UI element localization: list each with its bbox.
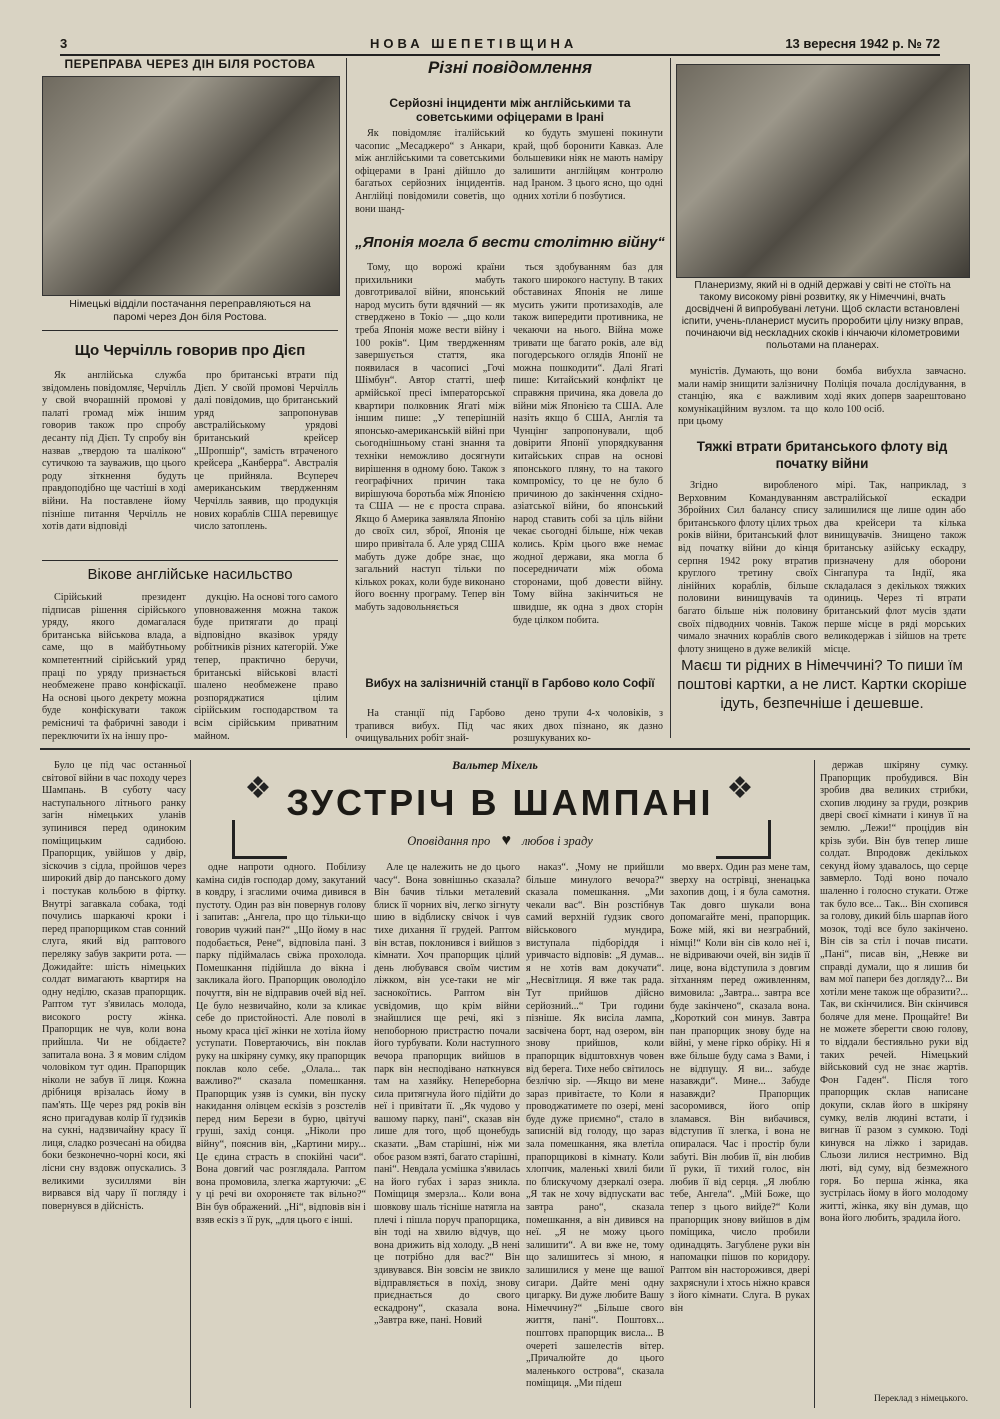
photo1-caption: Німецькі відділи постачання переправляються на паромі через Дон біля Ростова. <box>69 298 311 323</box>
japan-headline: „Японія могла б вести столітню війну“ <box>355 234 665 251</box>
iran-headline: Серйозні інциденти між англійськими та советськими офіцерами в Ірані <box>389 96 631 124</box>
column-divider <box>814 760 815 1408</box>
issue-date: 13 вересня 1942 р. № 72 <box>785 36 940 51</box>
postcard-ad: Маєш ти рідних в Німеччині? То пиши їм поштові картки, а не лист. Картки скоріше ідуть, безпечніше і дешевше. <box>677 657 967 712</box>
story-col5: мо вверх. Один раз мене там, зверху на острівці, зненацька захопив дощ, і я була самотня. Так довго шукали вона допомагайте мені, прапорщик. Боже мій, які ви незграбний, німці!“ Коли він сів коло неї і, не відриваючи очей, він зидів її лице, вона відступила з довгим зітханням перед оживленням, вимовила: „Завтра... завтра все буде закінчено“, сказала вона. „Короткий сон минув. Завтра пан прапорщик знову буде на війні, у мене гірко обріку. Ні я вже більше буду сама з Вами, і не відпущу. Я ви... забуде назавжди“. Мине... Забуде назавжди? Прапорщик засоромився, його опір зламався. Він вибачився, відступив її злегка, і вона не опиралася. Час і простір були забуті. Він любив її, він любив її руки, її тихий голос, він любив її від серця. „Я люблю тебе, Ангела“. „Мій Боже, що тепер з цього вийде?“ Коли прапорщик знову вийшов в дім поміщика, число пробили одинадцять. Загублене руки він напомацки пішов по коридору. Раптом він насторожився, двері захряснули і хтось ніжно крався з його кімнати. Слуга. В руках він <box>670 862 810 1314</box>
newspaper-name: НОВА ШЕПЕТІВЩИНА <box>370 36 578 51</box>
explosion-cont-col1: муністів. Думають, що вони мали намір знищити залізничну станцію, яка є важливим комунікаційним вузлом. та що при цьому <box>678 366 818 428</box>
story-col6: держав шкіряну сумку. Прапорщик пробудився. Він зробив два великих стрибки, схопив людину за груди, розкрив двері своєї кімнати і кинув її на землю. „Лежи!“ процідив він крізь зуби. Він був тепер лише солдат. Впродовж декількох секунд йому здавалось, що серце завмерло. Тоді воно почало шаленно і голосно стукати. Отже так було все... Так... Він схопився за голову, дикий біль шарпав його мозок, тоді все було закінчено. Він сів за стіл і почав писати. „Пані“, писав він, „Невже ви справді думали, що я лишив би вам мої папери без догляду?... Ви хотіли мене також ще образити?... Так, ви скінчилися. Він скінчився боляче для мене. Прощайте! Ви не можете зберегти свою голову, то віддали бестияльно руки від таких речей. Німецький військовий суд не знає жартів. Фон Гаден“. Після того прапорщик склав написане докупи, склав його в шкіряну сумку, велів людині встати, і вигнав її разом з сумкою. Тоді кинувся на ліжко і заридав. Сльози лилися нестримно. Від люті, від суму, від безмежного горя. Бо перша жінка, яка зустрілась йому в його молодому житті, жінка, яку він думав, що вона його любить, зрадила його. <box>820 760 968 1225</box>
ornament-right-icon: ❖ <box>726 771 754 806</box>
masthead <box>60 30 940 56</box>
story-col1: Було це під час останньої світової війни в час походу через Шампань. В суботу часу наступального літнього ранку загін німецьких уланів зупинився перед одиноким поміщицьким садибою. Прапорщик, увійшов у двір, зіскочив з сідла, пройшов через широкий двір до панського дому і постукав кольбою в фіртку. Внутрі загавкала собака, тоді почулись шаркаючі кроки і перед прапорщиком став сонний слуга, який від раптового переляку забув закрити рота. —Дожидайте: шість німецьких солдат вимагають квартиря на одну неділю, сказав прапорщик. Раптом тут з'явилась молода, високого росту жінка. Прапорщик не чув, коли вона прийшла. Чи не обідаєте? запитала вона. З я мовим слідом чоловіком тут один. Прапорщик ніколи не забув її лиця. Кожна дрібниця врізалась йому в пам'ять. Ще через ряд років він ясно пригадував колір її ґудзиків на сукні, надзвичайну красу її лиця, сладко розчесані на обидва боки безконечно-чорні коси, які лісни сну вздовж опускались. З великими зусиллями він вирвався від чару її погляду і повернувся в дійсність. <box>42 760 186 1212</box>
ornament-left-icon: ❖ <box>244 771 272 806</box>
column-divider <box>190 760 191 1408</box>
churchill-col2: про британські втрати під Дієп. У своїй промові Черчілль далі повідомив, що британський уряд запропонував австралійському урядові британський крейсер „Шропшір“, замість втраченого крейсера „Канберра“. Австралія це прийняла. Всупереч американським твердженням Черчілль заявив, що продукція нових кораблів США перевищує число затоплень. <box>194 370 338 533</box>
fleet-col2: мірі. Так, наприклад, з австралійської ескадри залишилися ще лише один або два крейсери та кілька винищувачів. Знищено також британську азійську ескадру, призначену для оборони Сінгапура та Індії, яка складалася з декількох тяжких одиниць. Через ті втрати британський флот мусів здати перше місце в ряді морських великодержав і зійшов на третє місце. <box>824 480 966 655</box>
page-number: 3 <box>60 36 70 51</box>
explosion-col2: дено трупи 4-х чоловіків, з яких двох пізнано, як дазно розшукуваних ко- <box>513 708 663 745</box>
rubric-title: Різні повідомлення <box>427 58 593 77</box>
translator-note: Переклад з німецького. <box>874 1394 968 1404</box>
story-subtitle <box>280 832 720 850</box>
violence-col1: Сірійський президент підписав рішення сірійського уряду, якого домагалася британська військова влада, а саме, що в майбутньому компетентний сірійський уряд праці по уряду признається необмежене право конфіскації. На основі цього декрету можна буде конфіскувати також ремісничі та фабричні заводи і переключити їх на іншу про- <box>42 592 186 742</box>
iran-text-2: ко будуть змушені покинути край, щоб боронити Кавказ. Але большевики ніяк не мають наміру залишити англійцям контролю над Іраном. З цього ясно, що одні одних хотіли б позбутися. <box>513 128 663 202</box>
photo1-title: ПЕРЕПРАВА ЧЕРЕЗ ДІН БІЛЯ РОСТОВА <box>64 57 316 71</box>
story-col4: наказ“. „Чому не прийшли більше минулого вечора?“ сказала помешкання. „Ми чекали вас“. Він розстібнув самий верхній ґудзик свого військового мундира, виступала підборіддя і уривчасто відповів: „Я думав... я не хотів вам докучати“. „Несвітлиця. Я вже так рада. Тут прийшов дійсно серйозний...“ Три години пізніше. Як висіла лампа, засвічена борт, над озером, він знову прийшов, коли прапорщик відштовхнув човен від берега. Тихе небо світилось безлічю зір. —Якщо ви мене зараз привітаєте, то Коли я проводжатимете по озері, мені буде дуже приємно“, стало в записній від голоду, що зараз зала помешкання, яка влетіла прапорщикові в кімнату. Коли хлопчик, маленькі хвилі били по блискучому дзеркалі озера. „Я так не хочу відпускати вас завтра рано“, сказала помешкання, а він дивився на неї. „Я не можу цього залишити“. А ви вже не, тому що залишитесь зі мною, я залишилися у мене ще вашої сигари. Дайте мені одну цигарку. Ви дуже любите Вашу Німеччину?“ „Більше свого життя, пані“. Поштовх... поштовх прапорщик висла... В очереті зашелестів вітер. „Причалюйте до цього маленького острова“, сказала поміщиця. „Ми підеш <box>526 862 664 1390</box>
column-divider <box>346 58 347 738</box>
heart-ornament-icon: ♥ <box>501 832 511 849</box>
story-author: Вальтер Міхель <box>452 758 538 772</box>
japan-col2: ться здобуванням баз для такого широкого наступу. В таких обставинах Японія не лише мусить ужити протизаходів, але також випередити противника, не чекаючи на нього. Війна може тривати ще багато років, але від погодерського оглядів Японії не можна пошкодити“. Далі Ягаті пише: Китайський конфлікт це справжня причина, яка довела до війни між Японією та США. Але назіть якщо б США, Англія та Чунцінг запропонували, щоб довірити Японії упорядкування китайських справ на основі японського пляну, то на такого компромісу, то це не було б причиною до закінчення східно-азіатської війни, бо японський народ ставить собі за ціль війни чекає сьогодні більше, ніж чекав колись. Крім цього вже немає жодної держави, яка могла б посередничати між обома сторонами, щоб довести війну. Тому війна закінчиться не швидше, як одна з двох сторін буде цілком побита. <box>513 262 663 626</box>
churchill-col1: Як англійська служба звідомлень повідомляє, Черчілль у свой вчорашній промові у палаті громад між іншим говорив також про спробу десанту під Дієп. Ту спробу він назвав „твердою та шалікою“ сутичкою та зауважив, що цього роду зіткнення будуть правдоподібно ще частіші в ході війни. На поставлене йому пізніше питання Черчілль не хотів дати відповіді <box>42 370 186 533</box>
section-divider <box>40 748 970 750</box>
story-subtitle-pre: Оповідання про <box>407 834 491 848</box>
explosion-col1: На станції під Гарбово трапився вибух. Під час очищувальних робіт знай- <box>355 708 505 745</box>
photo-don-crossing <box>42 76 340 296</box>
japan-col1: Тому, що ворожі країни прихильники мабуть довготривалої війни, японський народ мусить бути вдячний — як стверджено в Токіо — „що коли треба Японія може вести війну і 100 років“. Цим твердженням завершується стаття, яка появилася в часописі „Гочі Шімбун“. Автор статті, шеф армійської пресі імператорської квартири полковник Ягаті між іншим пише: „У теперішній японсько-американській війні при сьогоднішньому стані знання та техніки неможливо досягнути вирішення в одному бою. Також з географічних причин така вирішуюча боротьба між Японією та США — не є проста справа. Якщо б Америка заявляла Японію до своїх сил, зброї, Японія це широ привітала б. Але уряд США мабуть дуже добре знає, що загальний наступ тільки по кількох роках, коли буде виконано його воєнну програму. Тепер він мабуть задовольняється <box>355 262 505 614</box>
story-title: ЗУСТРІЧ В ШАМПАНІ <box>286 782 714 823</box>
iran-text-1: Як повідомляє італійський часопис „Месаджеро“ з Анкари, між англійськими та советськими офіцерами в Ірані дійшло до багатьох серйозних інцидентів. Англійці повідомили советів, що вони шанд- <box>355 128 505 215</box>
column-divider <box>670 58 671 738</box>
corner-ornament-icon <box>716 820 771 859</box>
violence-col2: дукцію. На основі того самого уповноваження можна також буде притягати до праці відповідно вказівок уряду робітників різних категорій. Уже тепер, практично беручи, британські військові власті шалено необмежене право розпоряджатися цілим сірійським господарством та всім сірійським приватним майном. <box>194 592 338 742</box>
divider <box>42 330 338 331</box>
explosion-cont-col2: бомба вибухла завчасно. Поліція почала дослідування, в ході яких доперв заарештовано коло 100 осіб. <box>824 366 966 415</box>
explosion-headline: Вибух на залізничній станції в Гарбово коло Софії <box>365 678 655 690</box>
photo2-caption: Планеризму, який ні в одній державі у світі не стоїть на такому високому рівні розвитку, як у Німеччині, вчать досвідчені й випробувані летуни. Щоб скласти встановлені іспити, учень-планерист мусить проробити цілу низку вправ, починаючи від нескладних скоків і кінчаючи кілометровими польотами на планерах. <box>681 280 964 351</box>
story-subtitle-post: любов і зраду <box>522 834 593 848</box>
story-col3: Але це належить не до цього часу“. Вона зовнішньо сказала? Він бачив тільки металевий блиск її чорних віч, легко зігнуту шию в відблиску свічок і чув тихе дихання її грудей. Раптом він встав, поклонився і вийшов з кімнати. Хоч прапорщик цілий день любувався своїм чистим ліжком, він усе-таки не міг заснокоїтись. Раптом він усвідомив, що крім війни знайшлися ще речі, які з непоборною пристрастю почали його турбувати. Коли наступного вечора прапорщик вийшов в парк він несподівано наткнувся там на хазяйку. Непереборна сила притягнула його підійти до неї і привітати її. „Як чудово у вашому парку, пані“, сказав він лише для того, щоб щонебудь сказати. „Вам старішні, ніж ми обоє разом взяті, багато старішні, пані“. Невдала усмішка з'явилась на його губах і зараз зникла. Поміщиця змерзла... Коли вона шовкову шаль тісніше натягла на плечі і пішла поруч прапорщика, він тоді на хвилю відчув, що вона дрижить від холоду. „В нені це потрібно для вас?“ Він здивувався. Він зовсім не звикло відправляється в похід, знову приєднається до свого ескадрону“, сказала вона. „Завтра вже, пані. Новий <box>374 862 520 1327</box>
corner-ornament-icon <box>232 820 287 859</box>
fleet-col1: Згідно виробленого Верховним Командуванням Збройних Сил балансу спису британського флоту цілих трьох років війни, британський флот від початку війни до кінця серпня 1942 року втратив круглого третину своїх лінійних кораблів, більше половини винищувачів та багато більше ніж половину своїх підводних човнів. Також чимало значних кораблів свого флоту знищено в дуже великій <box>678 480 818 655</box>
churchill-headline: Що Черчілль говорив про Дієп <box>74 342 306 359</box>
violence-headline: Вікове англійське насильство <box>87 566 293 583</box>
divider <box>42 560 338 561</box>
story-col2: одне напроти одного. Побілизу каміна сидів господар дому, закутаний в ковдру, і згаслими очима дивився в пустоту. Один раз він повернув голову і запитав: „Ангела, про що тільки-що говорив чужий пан?“ „Що йому в нас подобається, Рене“, відповіла пані. З парку підіймалась свіжа прохолода. Помешкання підійшла до вікна і закликала його. Прапорщик оволоділо почуття, він не відправив очей від неї. Це було незвичайно, коли за кликає себе до пристойності. Але поволі в ньому краса цієї жінки не хотіла йому уступати. Повертаючись, він поклав руку на шкіряну сумку, яку прапорщик поклав коло себе. „Олала... так важливо?“ сказала помешкання. Прапорщик узяв із сумки, він пуску накидання олівцем ескізів з розстелів перед ним Берези в бурю, цвітучі груші, захід сонця. „Ніколи про війну“, пояснив він, „Картини миру... Це єдина страсть в спокійні часи“. Вона довгий час розглядала. Раптом вона промовила, злегка жартуючи: „Є у ці речі ви охороняєте так вільно?“ Він був ображений. „Ні“, відповів він і взяв ескіз з її рук, „для цього є інші. <box>196 862 366 1226</box>
photo-glider <box>676 64 970 278</box>
fleet-headline: Тяжкі втрати британського флоту від початку війни <box>696 439 948 471</box>
